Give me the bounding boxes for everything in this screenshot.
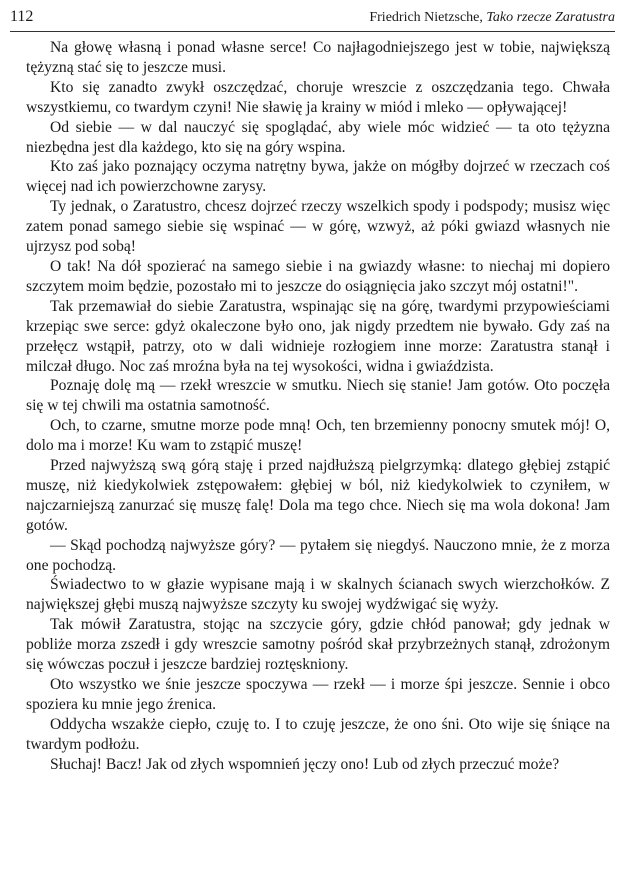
paragraph: Słuchaj! Bacz! Jak od złych wspomnień jęczy ono! Lub od złych przeczuć może? (50, 755, 560, 773)
running-head-author: Friedrich Nietzsche, (369, 10, 483, 25)
paragraph: Ty jednak, o Zaratustro, chcesz dojrzeć rzeczy wszelkich spody i podspody; musisz więc zatem ponad samego siebie się wspinać — w górę, wzwyż, aż póki gwiazd własnych nie ujrzysz pod sobą! (26, 198, 610, 256)
page-header (10, 6, 615, 32)
running-head-title: Tako rzecze Zaratustra (486, 10, 615, 25)
paragraph: Kto zaś jako poznający oczyma natrętny bywa, jakże on mógłby dojrzeć w rzeczach coś więcej nad ich powierzchowne zarysy. (26, 158, 610, 196)
paragraph: O tak! Na dół spozierać na samego siebie i na gwiazdy własne: to niechaj mi dopiero szczytem moim będzie, pozostało mi to jeszcze do osiągnięcia jako szczyt mój ostatni!". (26, 257, 610, 295)
paragraph: Och, to czarne, smutne morze pode mną! Och, ten brzemienny ponocny smutek mój! O, dolo ma i morze! Ku wam to zstąpić muszę! (26, 417, 610, 455)
paragraph: Przed najwyższą swą górą staję i przed najdłuższą pielgrzymką: dlatego głębiej zstąpić muszę, niż kiedykolwiek zstępowałem: głębiej w ból, niż kiedykolwiek to czyniłem, w najczarniejszą zanurzać się muszę falę! Dola ma tego chce. Niech się ma wola dokona! Jam gotów. (26, 457, 610, 534)
paragraph: Tak przemawiał do siebie Zaratustra, wspinając się na górę, twardymi przypowieściami krzepiąc swe serce: gdyż okaleczone było ono, jak nigdy przedtem nie bywało. Gdy zaś na przełęcz wstąpił, patrzy, oto w dali widnieje rozłogiem inne morze: Zaratustra stanął i milczał długo. Noc zaś mroźna była na tej wysokości, widna i gwiaździsta. (26, 297, 610, 375)
paragraph: Oto wszystko we śnie jeszcze spoczywa — rzekł — i morze śpi jeszcze. Sennie i obco spoziera ku mnie jego źrenica. (26, 676, 610, 713)
page-number: 112 (10, 8, 34, 25)
header-rule (10, 31, 615, 32)
paragraph: Tak mówił Zaratustra, stojąc na szczycie góry, gdzie chłód panował; gdy jednak w pobliże morza zszedł i gdy wreszcie samotny pośród skał przybrzeżnych stanął, zdrożonym się wówczas poczuł i jeszcze bardziej roztęskniony. (26, 616, 610, 674)
paragraph: Oddycha wszakże ciepło, czuję to. I to czuję jeszcze, że ono śni. Oto wije się śniące na twardym podłożu. (26, 715, 610, 753)
paragraph: Kto się zanadto zwykł oszczędzać, choruje wreszcie z oszczędzania tego. Chwała wszystkiemu, co twardym czyni! Nie sławię ja krainy w miód i mleko — opływającej! (26, 78, 610, 116)
paragraph: Od siebie — w dal nauczyć się spoglądać, aby wiele móc widzieć — ta oto tężyzna niezbędna jest dla każdego, kto się na góry wspina. (26, 118, 610, 156)
paragraph: Poznaję dolę mą — rzekł wreszcie w smutku. Niech się stanie! Jam gotów. Oto poczęła się w tej chwili ma ostatnia samotność. (26, 377, 610, 415)
running-head (369, 10, 615, 26)
paragraph: Na głowę własną i ponad własne serce! Co najłagodniejszego jest w tobie, największą tężyzną stać się to jeszcze musi. (26, 39, 610, 76)
paragraph: — Skąd pochodzą najwyższe góry? — pytałem się niegdyś. Nauczono mnie, że z morza one pochodzą. (26, 536, 610, 574)
paragraph: Świadectwo to w głazie wypisane mają i w skalnych ścianach swych wierzchołków. Z największej głębi muszą najwyższe szczyty ku swojej wydźwigać się wyży. (26, 576, 610, 614)
body-text (26, 38, 610, 775)
